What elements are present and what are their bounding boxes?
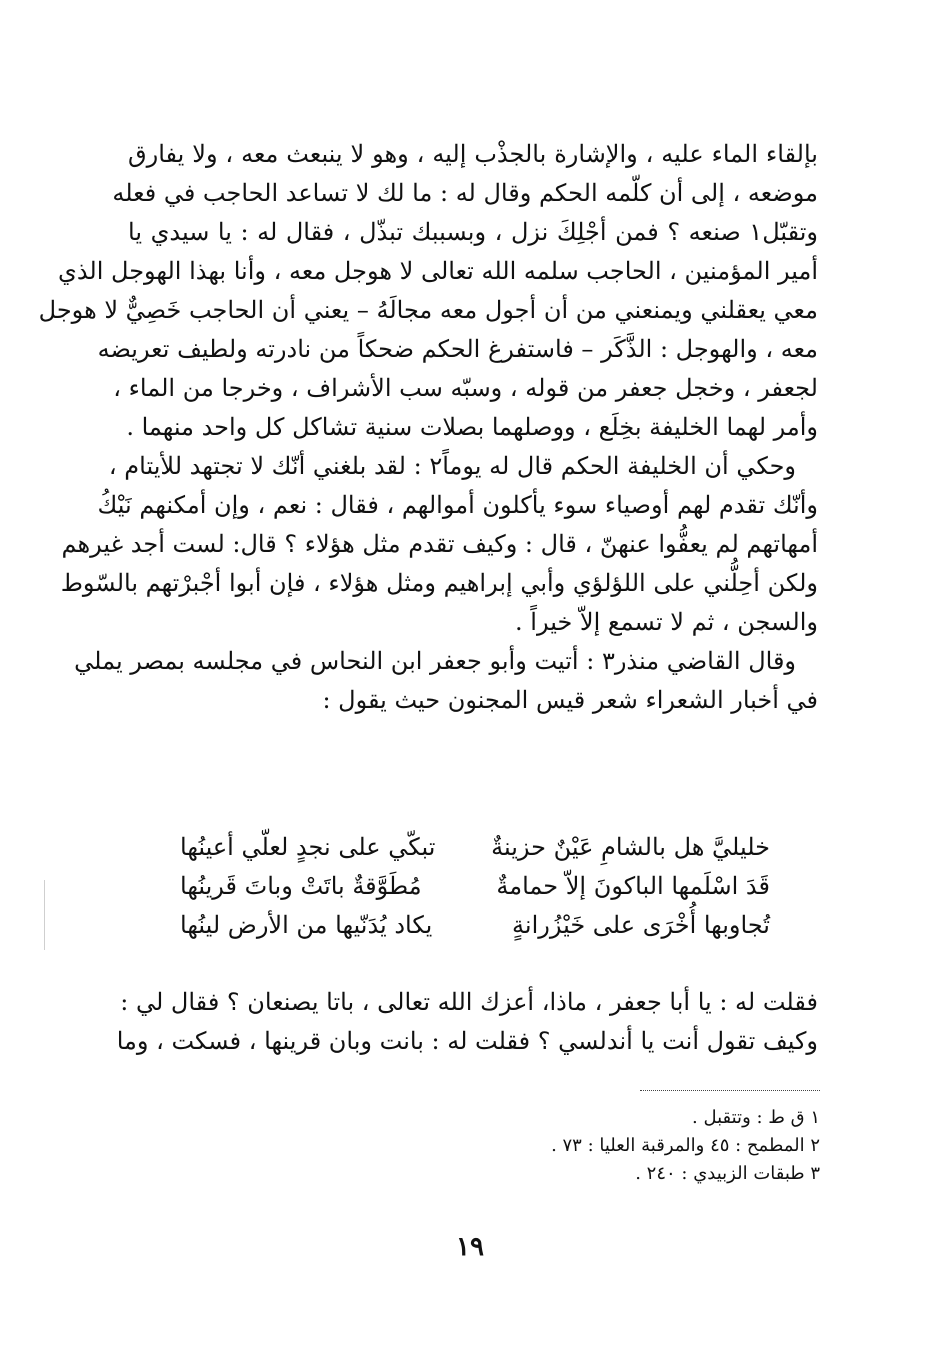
footnote-3: ٣ طبقات الزبيدي : ٢٤٠ .	[635, 1163, 820, 1184]
verse-second-hemistich: يكاد يُدَنّيها من الأرض لينُها	[180, 911, 433, 939]
page-number: ١٩	[456, 1232, 484, 1262]
verse-first-hemistich: تُجاوبها أُخْرَى على خَيْزُرانةٍ	[512, 911, 770, 939]
paragraph-1-line: لجعفر ، وخجل جعفر من قوله ، وسبّه سب الأشراف ، وخرجا من الماء ،	[113, 374, 818, 402]
footnote-separator	[640, 1090, 820, 1091]
paragraph-1-line: أمير المؤمنين ، الحاجب سلمه الله تعالى لا هوجل معه ، وأنا بهذا الهوجل الذي	[58, 257, 818, 285]
paragraph-1-line: معي يعقلني ويمنعني من أن أجول معه مجالَهُ – يعني أن الحاجب خَصِيٌّ لا هوجل	[38, 296, 818, 324]
paragraph-1-line: موضعه ، إلى أن كلّمه الحكم وقال له : ما لك لا تساعد الحاجب في فعله	[112, 179, 818, 207]
paragraph-2-line: وحكي أن الخليفة الحكم قال له يوماً٢ : لقد بلغني أنّك لا تجتهد للأيتام ،	[108, 452, 796, 480]
verse-second-hemistich: مُطَوَّقةٌ باتَتْ وباتَ قَرينُها	[180, 872, 422, 900]
verse-first-hemistich: خليليَّ هل بالشامِ عَيْنٌ حزينةٌ	[491, 833, 770, 861]
paragraph-1-line: معه ، والهوجل : الذَّكَر – فاستفرغ الحكم ضحكاً من نادرته ولطيف تعريضه	[97, 335, 818, 363]
paragraph-3-line: في أخبار الشعراء شعر قيس المجنون حيث يقول :	[322, 686, 818, 714]
verse-second-hemistich: تبكّي على نجدٍ لعلّي أعينُها	[180, 833, 436, 861]
paragraph-1-line: وأمر لهما الخليفة بخِلَع ، ووصلهما بصلات سنية تشاكل كل واحد منهما .	[126, 413, 818, 441]
paragraph-4-line: وكيف تقول أنت يا أندلسي ؟ فقلت له : بانت وبان قرينها ، فسكت ، وما	[116, 1027, 818, 1055]
poem-verse	[180, 867, 770, 906]
footnotes	[440, 1104, 820, 1188]
scan-artifact-line	[44, 880, 45, 950]
poem-verse	[180, 906, 770, 945]
poem	[180, 828, 770, 945]
paragraph-1-line: بإلقاء الماء عليه ، والإشارة بالجذْب إليه ، وهو لا ينبعث معه ، ولا يفارق	[128, 140, 818, 168]
body-text-continued	[116, 983, 818, 1061]
paragraph-1-line: وتقبّل١ صنعه ؟ فمن أجْلِكَ نزل ، وبسببك تبذّل ، فقال له : يا سيدي يا	[128, 218, 819, 246]
paragraph-4-line: فقلت له : يا أبا جعفر ، ماذا، أعزك الله تعالى ، باتا يصنعان ؟ فقال لي :	[120, 988, 818, 1016]
paragraph-3-line: وقال القاضي منذر٣ : أتيت وأبو جعفر ابن النحاس في مجلسه بمصر يملي	[74, 647, 796, 675]
footnote-1: ١ ق ط : وتتقبل .	[692, 1107, 820, 1128]
paragraph-2-line: ولكن أحِلُّني على اللؤلؤي وأبي إبراهيم ومثل هؤلاء ، فإن أبوا أجْبرْتهم بالسّوط	[60, 569, 818, 597]
verse-first-hemistich: قَدَ اسْلَمها الباكونَ إلاّ حمامةٌ	[496, 872, 770, 900]
paragraph-2-line: أمهاتهم لم يعفُّوا عنهنّ ، قال : وكيف تقدم مثل هؤلاء ؟ قال: لست أجد غيرهم	[61, 530, 818, 558]
poem-verse	[180, 828, 770, 867]
body-text	[38, 135, 819, 720]
paragraph-2-line: والسجن ، ثم لا تسمع إلاّ خيراً .	[515, 608, 818, 636]
footnote-2: ٢ المطمح : ٤٥ والمرقبة العليا : ٧٣ .	[551, 1135, 820, 1156]
paragraph-2-line: وأنّك تقدم لهم أوصياء سوء يأكلون أموالهم ، فقال : نعم ، وإن أمكنهم نَيْكُ	[97, 491, 818, 519]
